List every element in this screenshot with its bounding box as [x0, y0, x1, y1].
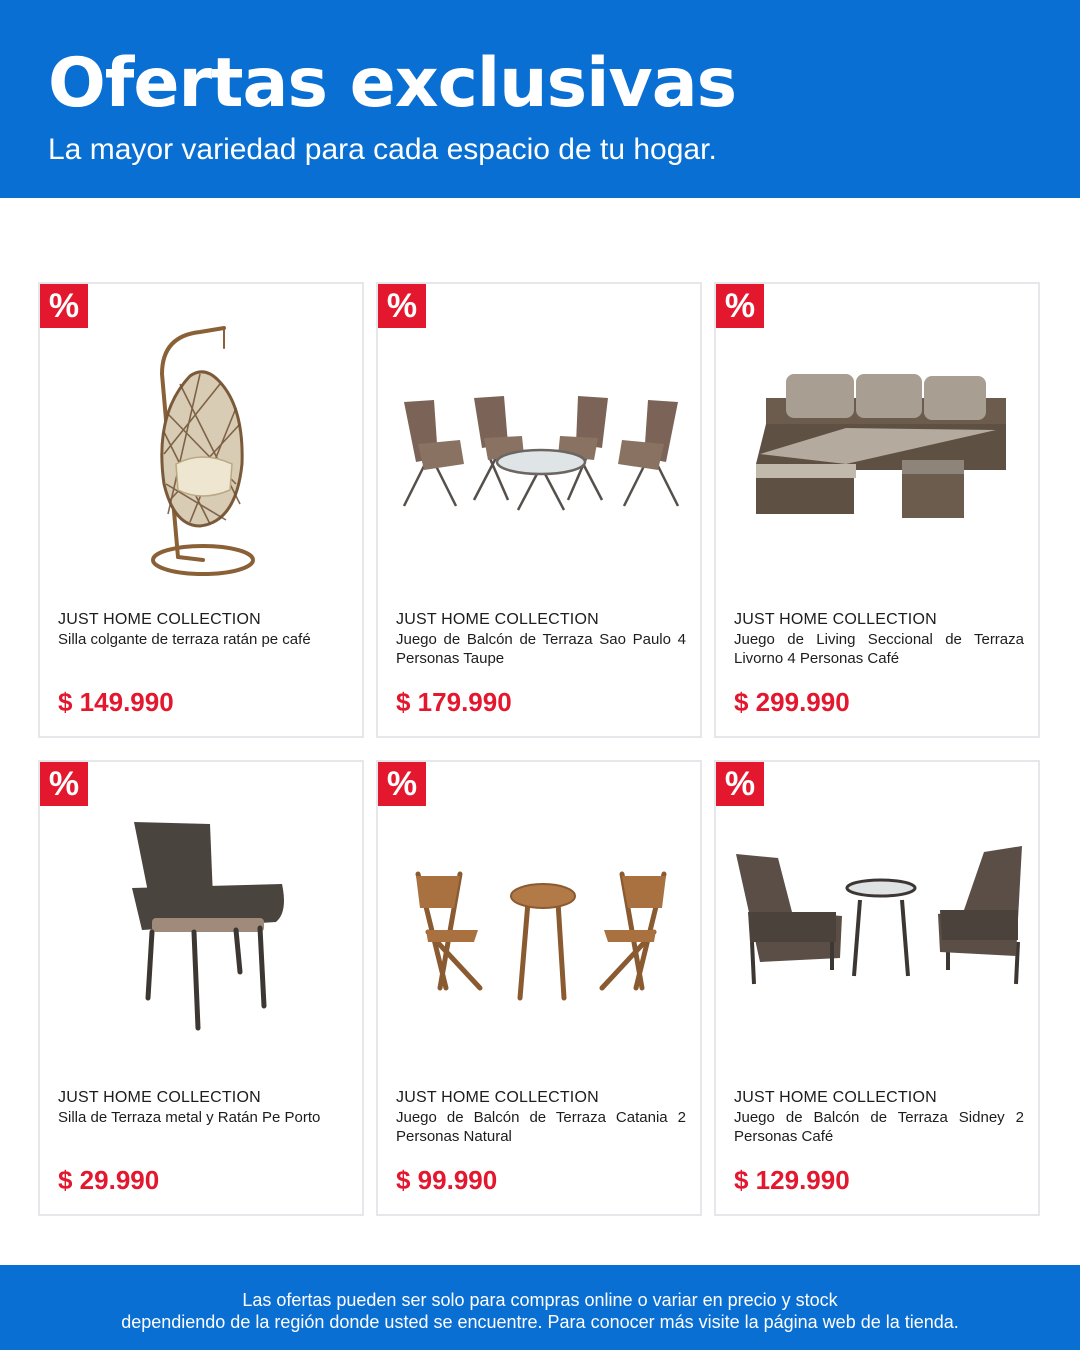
discount-badge: %	[378, 284, 426, 328]
product-brand: JUST HOME COLLECTION	[396, 611, 599, 628]
patio-set-four-chairs-icon	[388, 314, 694, 594]
product-price: $ 129.990	[734, 1165, 850, 1195]
discount-badge: %	[40, 762, 88, 806]
footer-disclaimer	[0, 1265, 1080, 1350]
product-price: $ 29.990	[58, 1165, 160, 1195]
disclaimer-line-2: dependiendo de la región donde usted se encuentre. Para conocer más visite la página web de la tienda.	[121, 1312, 959, 1332]
product-card[interactable]	[376, 760, 702, 1216]
product-name[interactable]: Juego de Balcón de Terraza Sidney 2 Personas Café	[734, 1109, 1024, 1145]
product-brand: JUST HOME COLLECTION	[734, 1089, 937, 1106]
product-brand: JUST HOME COLLECTION	[734, 611, 937, 628]
product-card[interactable]	[376, 282, 702, 738]
product-card[interactable]	[38, 282, 364, 738]
product-card[interactable]	[38, 760, 364, 1216]
product-brand: JUST HOME COLLECTION	[58, 1089, 261, 1106]
product-image-wooden-folding-bistro-set[interactable]	[388, 792, 694, 1072]
wooden-bistro-set-icon	[388, 792, 694, 1072]
product-brand: JUST HOME COLLECTION	[396, 1089, 599, 1106]
page-title: Ofertas exclusivas	[48, 44, 737, 123]
product-brand: JUST HOME COLLECTION	[58, 611, 261, 628]
product-price: $ 299.990	[734, 687, 850, 717]
product-image-rattan-armchair[interactable]	[50, 792, 356, 1072]
hanging-egg-chair-icon	[50, 314, 356, 594]
discount-badge: %	[716, 284, 764, 328]
rattan-armchair-icon	[50, 792, 356, 1072]
discount-badge: %	[716, 762, 764, 806]
product-name[interactable]: Juego de Balcón de Terraza Sao Paulo 4 Personas Taupe	[396, 631, 686, 667]
product-name[interactable]: Juego de Living Seccional de Terraza Livorno 4 Personas Café	[734, 631, 1024, 667]
header-banner	[0, 0, 1080, 198]
product-name[interactable]: Silla de Terraza metal y Ratán Pe Porto	[58, 1109, 321, 1126]
product-image-rattan-bistro-set[interactable]	[726, 792, 1032, 1072]
discount-badge: %	[40, 284, 88, 328]
product-name[interactable]: Juego de Balcón de Terraza Catania 2 Personas Natural	[396, 1109, 686, 1145]
product-image-hanging-egg-chair[interactable]	[50, 314, 356, 594]
product-card[interactable]	[714, 760, 1040, 1216]
product-name[interactable]: Silla colgante de terraza ratán pe café	[58, 631, 311, 648]
product-price: $ 149.990	[58, 687, 174, 717]
product-card[interactable]	[714, 282, 1040, 738]
product-price: $ 179.990	[396, 687, 512, 717]
page-subtitle: La mayor variedad para cada espacio de tu hogar.	[48, 133, 717, 166]
discount-badge: %	[378, 762, 426, 806]
rattan-bistro-set-icon	[726, 792, 1032, 1072]
sectional-sofa-icon	[726, 314, 1032, 594]
disclaimer-line-1: Las ofertas pueden ser solo para compras online o variar en precio y stock	[242, 1290, 838, 1310]
product-price: $ 99.990	[396, 1165, 498, 1195]
product-image-sectional-sofa-with-ottoman[interactable]	[726, 314, 1032, 594]
product-image-four-chairs-glass-table-set[interactable]	[388, 314, 694, 594]
